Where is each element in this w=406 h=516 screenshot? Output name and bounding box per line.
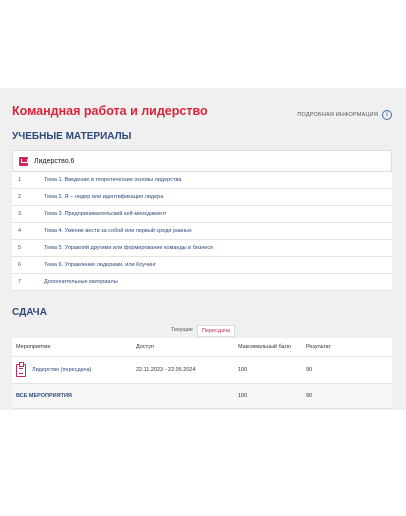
- material-num: 2: [18, 194, 22, 200]
- module-header[interactable]: [12, 150, 392, 172]
- event-name[interactable]: Лидерство (пересдача): [32, 367, 92, 373]
- material-link[interactable]: Тема 1. Введение в теоретические основы лидерства: [44, 177, 182, 183]
- total-row: [12, 384, 392, 409]
- col-max: Максимальный балл: [238, 344, 291, 350]
- info-icon[interactable]: i: [382, 110, 392, 120]
- book-icon: [19, 157, 28, 166]
- table-header: [12, 338, 392, 357]
- material-link[interactable]: Тема 4. Умение вести за собой или первый среди равных: [44, 228, 192, 234]
- access-cell: 22.11.2023 - 22.05.2024: [136, 367, 196, 373]
- material-item[interactable]: [12, 240, 392, 257]
- material-item[interactable]: [12, 189, 392, 206]
- result-cell: 90: [306, 367, 313, 373]
- material-link[interactable]: Дополнительные материалы: [44, 279, 118, 285]
- material-num: 6: [18, 262, 22, 268]
- total-max: 100: [238, 393, 248, 399]
- col-access: Доступ: [136, 344, 154, 350]
- material-link[interactable]: Тема 6. Управление лидерами, или Коучинг: [44, 262, 157, 268]
- more-info-label: ПОДРОБНАЯ ИНФОРМАЦИЯ: [297, 112, 378, 118]
- material-item[interactable]: [12, 223, 392, 240]
- event-cell[interactable]: [12, 364, 136, 377]
- total-result: 90: [306, 393, 313, 399]
- materials-heading: УЧЕБНЫЕ МАТЕРИАЛЫ: [12, 131, 132, 142]
- tab-retake[interactable]: Пересдача: [197, 325, 235, 337]
- submission-heading: СДАЧА: [12, 307, 47, 318]
- material-num: 1: [18, 177, 22, 183]
- material-num: 3: [18, 211, 22, 217]
- material-item[interactable]: [12, 274, 392, 291]
- material-link[interactable]: Тема 5. Управляй другими или формирование команды в бизнесе: [44, 245, 214, 251]
- material-item[interactable]: [12, 257, 392, 274]
- material-link[interactable]: Тема 3. Предпринимательский self-менеджмент: [44, 211, 167, 217]
- material-num: 7: [18, 279, 22, 285]
- module-title: Лидерство.6: [34, 157, 75, 165]
- material-item[interactable]: [12, 206, 392, 223]
- material-num: 4: [18, 228, 22, 234]
- material-item[interactable]: [12, 172, 392, 189]
- materials-panel: [12, 150, 392, 291]
- table-row[interactable]: [12, 357, 392, 384]
- clipboard-icon: [16, 364, 26, 377]
- material-num: 5: [18, 245, 22, 251]
- submission-table: [12, 338, 392, 409]
- more-info-link[interactable]: [297, 110, 392, 120]
- col-event: Мероприятие: [16, 344, 51, 350]
- col-result: Результат: [306, 344, 332, 350]
- tab-current[interactable]: Текущие: [171, 327, 193, 333]
- max-cell: 100: [238, 367, 248, 373]
- material-link[interactable]: Тема 2. Я – лидер или идентификация лидера: [44, 194, 164, 200]
- total-label: ВСЕ МЕРОПРИЯТИЯ: [16, 393, 72, 399]
- course-title: Командная работа и лидерство: [12, 104, 208, 118]
- submission-tabs: [167, 325, 235, 337]
